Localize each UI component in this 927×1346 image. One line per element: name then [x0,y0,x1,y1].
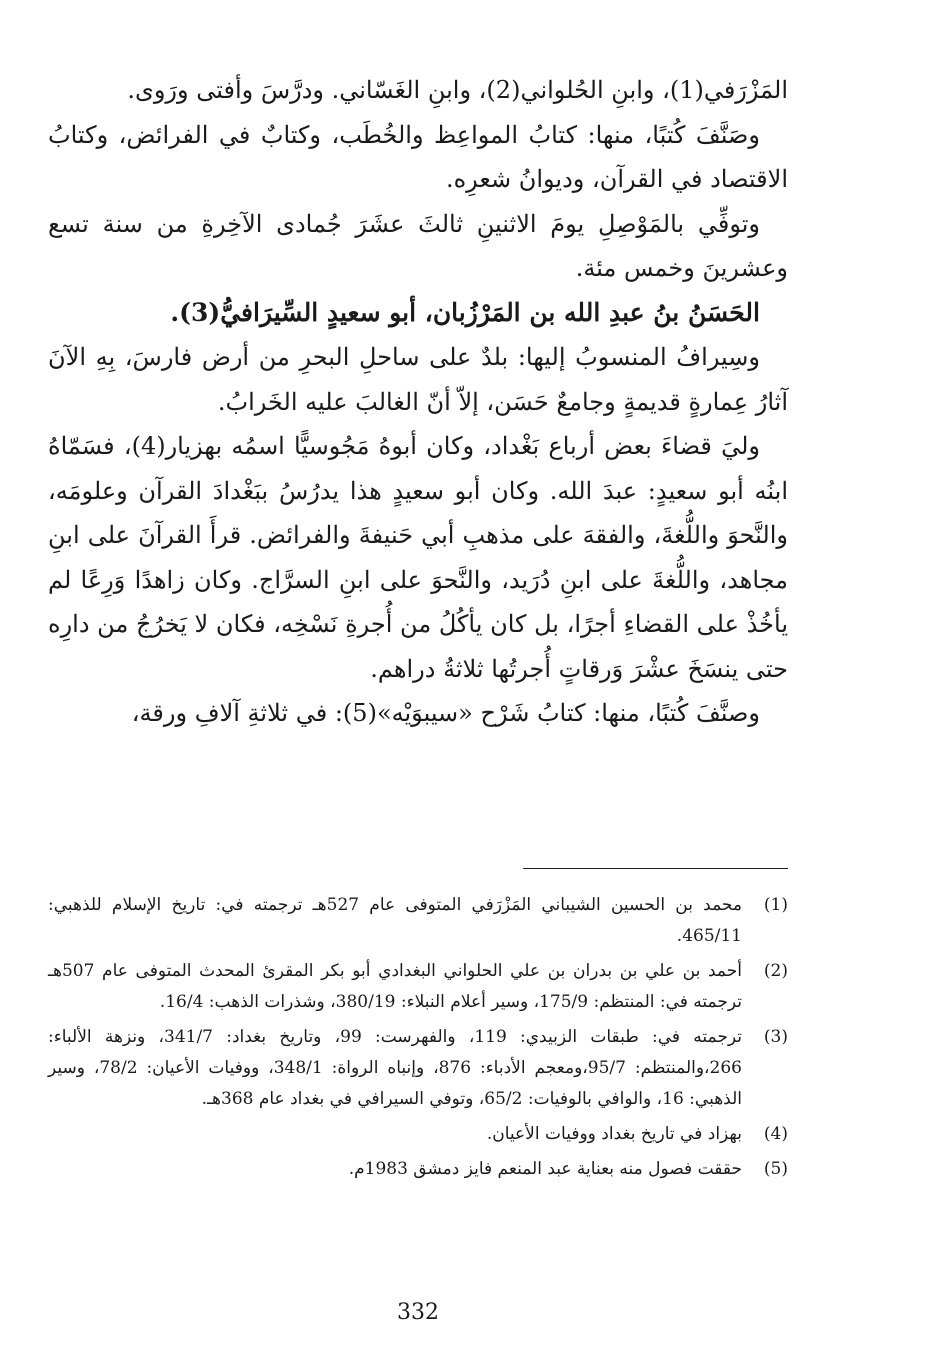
footnote [48,1119,788,1150]
footnote-text: بهزاد في تاريخ بغداد ووفيات الأعيان. [486,1124,742,1144]
footnote-text: حققت فصول منه بعناية عبد المنعم فايز دمشق 1983م. [348,1159,742,1179]
paragraph-6: وصنَّفَ كُتبًا، منها: كتابُ شَرْح «سيبوَيْه»(5): في ثلاثةِ آلافِ ورقة، [131,699,760,727]
footnote-number: (1) [763,895,788,915]
footnotes [48,890,788,1189]
page-number: 332 [397,1300,439,1325]
footnote-number: (2) [763,961,788,981]
footnote [48,1154,788,1185]
paragraph-4: وسِيرافُ المنسوبُ إليها: بلدٌ على ساحلِ البحرِ من أرض فارسَ، بِهِ الآنَ آثارُ عِمارةٍ قديمةٍ وجامعٌ حَسَن، إلاّ أنّ الغالبَ عليه الخَرابُ. [48,343,788,416]
biography-heading: الحَسَنُ بنُ عبدِ الله بن المَرْزُبان، أبو سعيدٍ السِّيرَافيُّ(3). [170,297,760,327]
footnote [48,1022,788,1115]
footnote-text: ترجمته في: طبقات الزبيدي: 119، والفهرست: 99، وتاريخ بغداد: 341/7، ونزهة الألباء: 266،والمنتظم: 95/7،ومعجم الأدباء: 876، وإنباه الرواة: 348/1، ووفيات الأعيان: 78/2، وسير الذهبي: 16، والوافي بالوفيات: 65/2، وتوفي السيرافي في بغداد عام 368هـ. [48,1027,742,1109]
footnote-number: (5) [763,1159,788,1179]
paragraph-2: وصَنَّفَ كُتبًا، منها: كتابُ المواعِظ والخُطَب، وكتابٌ في الفرائض، وكتابُ الاقتصاد في القرآن، وديوانُ شعرِه. [48,120,788,193]
paragraph-3: وتوفِّي بالمَوْصِلِ يومَ الاثنينِ ثالثَ عشَرَ جُمادى الآخِرةِ من سنة تسع وعشرينَ وخمس مئة. [48,209,788,282]
footnote [48,890,788,952]
main-text [48,68,788,736]
paragraph-1: المَزْرَفي(1)، وابنِ الحُلواني(2)، وابنِ الغَسّاني. ودرَّسَ وأفتى ورَوى. [127,76,788,104]
page [48,68,788,1338]
footnote-separator [523,868,788,869]
footnote-text: محمد بن الحسين الشيباني المَزْرَفي المتوفى عام 527هـ ترجمته في: تاريخ الإسلام للذهبي: 465/11. [48,895,743,946]
footnote [48,956,788,1018]
paragraph-5: وليَ قضاءَ بعض أرباع بَغْداد، وكان أبوهُ مَجُوسيًّا اسمُه بهزيار(4)، فسَمّاهُ ابنُه أبو سعيدٍ: عبدَ الله. وكان أبو سعيدٍ هذا يدرُسُ ببَغْدادَ القرآن وعلومَه، والنَّحوَ واللُّغةَ، والفقهَ على مذهبِ أبي حَنيفةَ والفرائض. قرأَ القرآنَ على ابنِ مجاهد، واللُّغةَ على ابنِ دُرَيد، والنَّحوَ على ابنِ السرَّاج. وكان زاهدًا وَرِعًا لم يأخُذْ على القضاءِ أجرًا، بل كان يأكُلُ من أُجرةِ نَسْخِه، فكان لا يَخرُجُ من دارِه حتى ينسَخَ عشْرَ وَرقاتٍ أُجرتُها ثلاثةُ دراهم. [48,432,788,683]
footnote-number: (4) [763,1124,788,1144]
footnote-text: أحمد بن علي بن بدران بن علي الحلواني البغدادي أبو بكر المقرئ المحدث المتوفى عام 507هـ ترجمته في: المنتظم: 175/9، وسير أعلام النبلاء: 380/19، وشذرات الذهب: 16/4. [48,961,742,1012]
footnote-number: (3) [763,1027,788,1047]
